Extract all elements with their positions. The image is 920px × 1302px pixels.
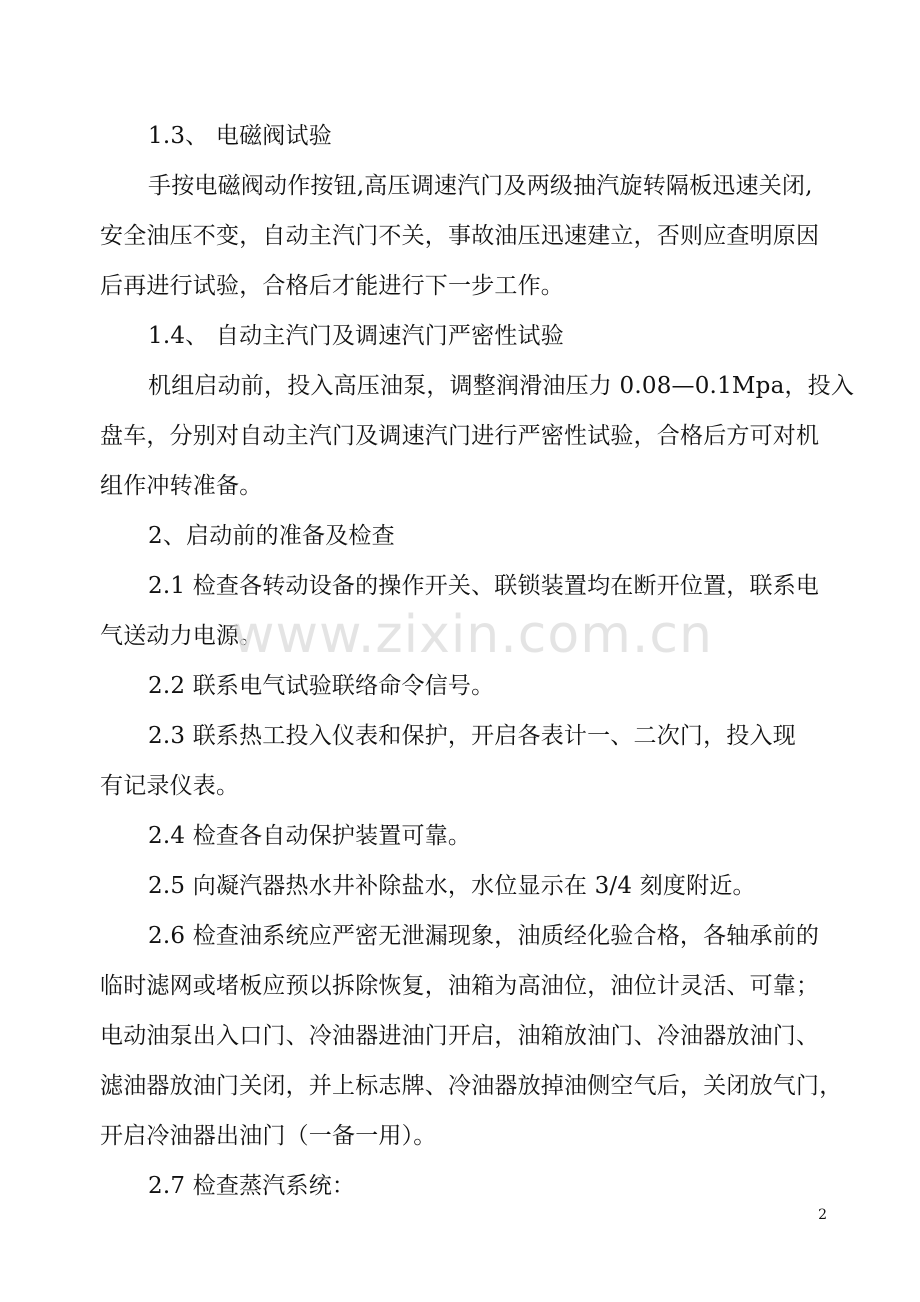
section-heading-2-7: 2.7 检查蒸汽系统： bbox=[148, 1173, 356, 1199]
page-number: 2 bbox=[818, 1207, 827, 1223]
section-heading-1-4: 1.4、 自动主汽门及调速汽门严密性试验 bbox=[148, 323, 564, 349]
section-heading-2: 2、启动前的准备及检查 bbox=[148, 523, 395, 549]
paragraph-line: 开启冷油器出油门（一备一用）。 bbox=[100, 1123, 437, 1149]
paragraph-line: 机组启动前，投入高压油泵，调整润滑油压力 0.08—0.1Mpa，投入 bbox=[148, 373, 855, 399]
paragraph-line: 2.4 检查各自动保护装置可靠。 bbox=[148, 823, 472, 849]
paragraph-line: 滤油器放油门关闭，并上标志牌、冷油器放掉油侧空气后，关闭放气门， bbox=[100, 1073, 843, 1099]
paragraph-line: 后再进行试验，合格后才能进行下一步工作。 bbox=[100, 273, 564, 299]
paragraph-line: 2.1 检查各转动设备的操作开关、联锁装置均在断开位置，联系电 bbox=[148, 573, 820, 599]
section-heading-1-3: 1.3、 电磁阀试验 bbox=[148, 123, 332, 149]
paragraph-line: 2.5 向凝汽器热水井补除盐水，水位显示在 3/4 刻度附近。 bbox=[148, 873, 756, 899]
paragraph-line: 手按电磁阀动作按钮,高压调速汽门及两级抽汽旋转隔板迅速关闭, bbox=[148, 173, 813, 199]
paragraph-line: 2.6 检查油系统应严密无泄漏现象，油质经化验合格，各轴承前的 bbox=[148, 923, 820, 949]
paragraph-line: 临时滤网或堵板应预以拆除恢复，油箱为高油位，油位计灵活、可靠； bbox=[100, 973, 820, 999]
paragraph-line: 电动油泵出入口门、冷油器进油门开启，油箱放油门、冷油器放油门、 bbox=[100, 1023, 820, 1049]
paragraph-line: 气送动力电源。 bbox=[100, 623, 263, 649]
paragraph-line: 组作冲转准备。 bbox=[100, 473, 263, 499]
paragraph-line: 2.2 联系电气试验联络命令信号。 bbox=[148, 673, 495, 699]
watermark: www.zixin.com.cn bbox=[232, 605, 713, 665]
paragraph-line: 2.3 联系热工投入仪表和保护，开启各表计一、二次门，投入现 bbox=[148, 723, 796, 749]
paragraph-line: 安全油压不变，自动主汽门不关，事故油压迅速建立，否则应查明原因 bbox=[100, 223, 820, 249]
paragraph-line: 有记录仪表。 bbox=[100, 773, 240, 799]
paragraph-line: 盘车，分别对自动主汽门及调速汽门进行严密性试验，合格后方可对机 bbox=[100, 423, 820, 449]
